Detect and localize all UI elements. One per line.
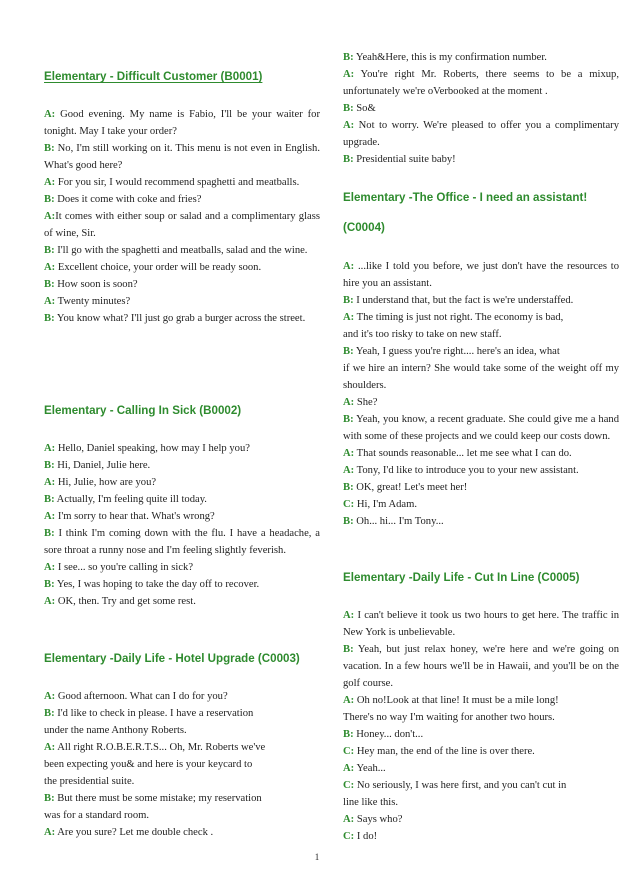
dialogue-line: A: Good evening. My name is Fabio, I'll be your waiter for tonight. May I take your order? (44, 109, 320, 137)
dialogue-line: A: Hi, Julie, how are you? (44, 477, 157, 488)
dialogue-line: B: Yes, I was hoping to take the day off to recover. (44, 579, 260, 590)
dialogue-line: A: I'm sorry to hear that. What's wrong? (44, 511, 215, 522)
dialogue-line: B: Presidential suite baby! (343, 154, 456, 165)
dialogue-line: A: All right R.O.B.E.R.T.S... Oh, Mr. Roberts we've (44, 742, 266, 753)
dialogue-line-cont: was for a standard room. (44, 810, 150, 821)
dialogue-line: B: How soon is soon? (44, 279, 138, 290)
dialogue-line: A: The timing is just not right. The economy is bad, (343, 312, 564, 323)
dialogue-line: B: I think I'm coming down with the flu. I have a headache, a sore throat a runny nose and I'm feeling slightly feverish. (44, 528, 320, 556)
dialogue-line: B: I'd like to check in please. I have a reservation (44, 708, 254, 719)
dialogue-line: A: Are you sure? Let me double check . (44, 827, 214, 838)
dialogue-line: B: I understand that, but the fact is we're understaffed. (343, 295, 574, 306)
section-title-b0002: Elementary - Calling In Sick (B0002) (44, 404, 242, 417)
dialogue-line: A: Twenty minutes? (44, 296, 131, 307)
dialogue-line: A: Good afternoon. What can I do for you? (44, 691, 228, 702)
dialogue-line-cont: There's no way I'm waiting for another two hours. (343, 712, 555, 723)
section-title-c0003: Elementary -Daily Life - Hotel Upgrade (C0003) (44, 652, 300, 665)
dialogue-line: A: For you sir, I would recommend spaghetti and meatballs. (44, 177, 300, 188)
dialogue-line: B: Yeah, but just relax honey, we're here and we're going on vacation. In a few hours we'll be in Hawaii, and you'll be on the golf course. (343, 644, 619, 689)
dialogue-line: B: Does it come with coke and fries? (44, 194, 202, 205)
dialogue-line: A: OK, then. Try and get some rest. (44, 596, 196, 607)
dialogue-line: C: I do! (343, 831, 378, 842)
section-title-b0001: Elementary - Difficult Customer (B0001) (44, 70, 263, 83)
dialogue-line: B: Honey... don't... (343, 729, 424, 740)
dialogue-line: A: I see... so you're calling in sick? (44, 562, 194, 573)
dialogue-line: B: But there must be some mistake; my reservation (44, 793, 262, 804)
dialogue-b0002 (44, 440, 320, 610)
dialogue-line: B: You know what? I'll just go grab a burger across the street. (44, 313, 306, 324)
dialogue-line-cont: line like this. (343, 797, 399, 808)
section-title-c0004-code: (C0004) (343, 221, 385, 234)
dialogue-line-cont: the presidential suite. (44, 776, 135, 787)
dialogue-c0005 (343, 607, 619, 845)
dialogue-c0003-part2 (343, 49, 619, 168)
dialogue-line: B: Yeah, I guess you're right.... here's an idea, what (343, 346, 560, 357)
dialogue-line-cont: and it's too risky to take on new staff. (343, 329, 502, 340)
dialogue-line: A: Yeah... (343, 763, 386, 774)
dialogue-line-cont: under the name Anthony Roberts. (44, 725, 187, 736)
dialogue-line: A: Excellent choice, your order will be ready soon. (44, 262, 262, 273)
dialogue-line: A: Says who? (343, 814, 403, 825)
dialogue-line: A: I can't believe it took us two hours to get here. The traffic in New York is unbelievable. (343, 610, 619, 638)
dialogue-line: B: Yeah, you know, a recent graduate. She could give me a hand with some of these projects and we could keep our costs down. (343, 414, 619, 442)
page-number: 1 (314, 852, 320, 862)
section-title-c0004: Elementary -The Office - I need an assistant! (343, 191, 588, 204)
dialogue-line: B: So& (343, 103, 376, 114)
dialogue-line: B: I'll go with the spaghetti and meatballs, salad and the wine. (44, 245, 308, 256)
dialogue-line: C: Hey man, the end of the line is over there. (343, 746, 535, 757)
dialogue-line: A: She? (343, 397, 378, 408)
dialogue-line: B: OK, great! Let's meet her! (343, 482, 468, 493)
dialogue-line: A: Hello, Daniel speaking, how may I help you? (44, 443, 250, 454)
dialogue-line: A: That sounds reasonable... let me see what I can do. (343, 448, 572, 459)
section-title-c0005: Elementary -Daily Life - Cut In Line (C0005) (343, 571, 580, 584)
dialogue-c0004 (343, 258, 619, 530)
dialogue-line: B: Hi, Daniel, Julie here. (44, 460, 151, 471)
dialogue-line-cont: if we hire an intern? She would take some of the weight off my shoulders. (343, 363, 619, 391)
dialogue-line: B: Yeah&Here, this is my confirmation number. (343, 52, 547, 63)
dialogue-line: C: Hi, I'm Adam. (343, 499, 418, 510)
dialogue-line-cont: been expecting you& and here is your keycard to (44, 759, 253, 770)
dialogue-line: A: ...like I told you before, we just don't have the resources to hire you an assistant. (343, 261, 619, 289)
dialogue-line: A:It comes with either soup or salad and a complimentary glass of wine, Sir. (44, 211, 320, 239)
dialogue-line: A: You're right Mr. Roberts, there seems to be a mixup, unfortunately we're oVerbooked at the moment . (343, 69, 619, 97)
dialogue-b0001 (44, 106, 320, 327)
dialogue-line: A: Tony, I'd like to introduce you to your new assistant. (343, 465, 579, 476)
dialogue-line: B: Oh... hi... I'm Tony... (343, 516, 444, 527)
dialogue-line: A: Not to worry. We're pleased to offer you a complimentary upgrade. (343, 120, 619, 148)
dialogue-line: C: No seriously, I was here first, and you can't cut in (343, 780, 567, 791)
dialogue-line: B: Actually, I'm feeling quite ill today. (44, 494, 207, 505)
dialogue-line: A: Oh no!Look at that line! It must be a mile long! (343, 695, 559, 706)
dialogue-c0003-part1 (44, 688, 320, 841)
dialogue-line: B: No, I'm still working on it. This menu is not even in English. What's good here? (44, 143, 320, 171)
